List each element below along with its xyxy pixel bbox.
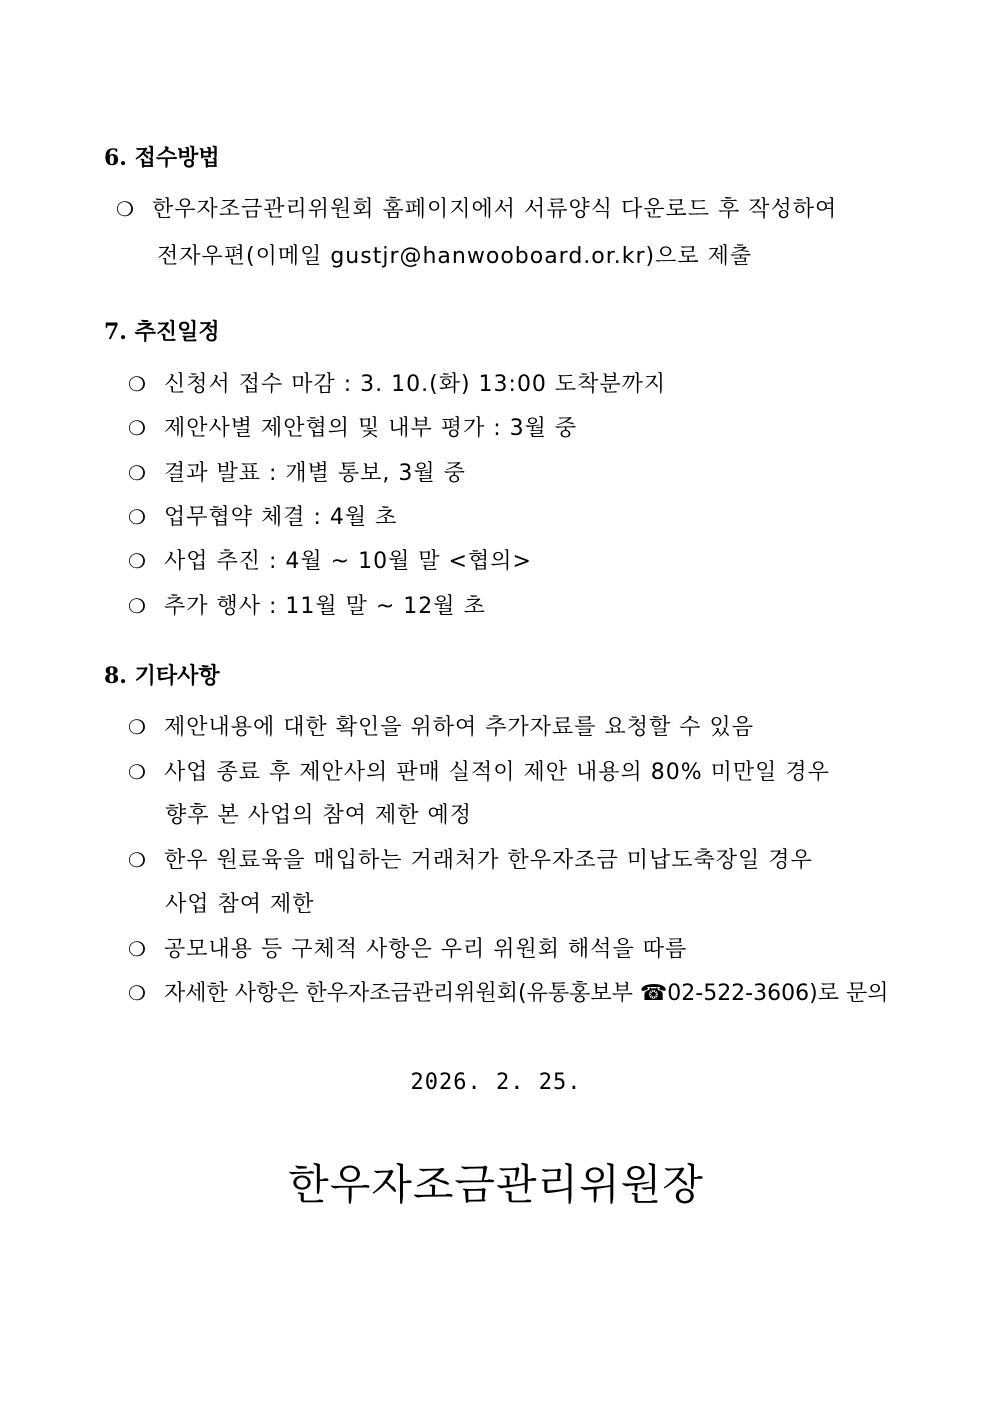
item-text: 공모내용 등 구체적 사항은 우리 위원회 해석을 따름 — [164, 937, 688, 962]
circle-bullet-icon: ❍ — [128, 981, 146, 1005]
list-item — [128, 848, 908, 873]
item-text: 결과 발표 : 개별 통보, 3월 중 — [164, 461, 466, 486]
item-text-continuation: 전자우편(이메일 gustjr@hanwooboard.or.kr)으로 제출 — [157, 244, 753, 269]
circle-bullet-icon: ❍ — [128, 505, 146, 529]
item-text-continuation: 사업 참여 제한 — [165, 892, 315, 917]
circle-bullet-icon: ❍ — [128, 937, 146, 961]
list-item — [128, 594, 908, 619]
circle-bullet-icon: ❍ — [128, 372, 146, 396]
list-item — [128, 461, 908, 486]
circle-bullet-icon: ❍ — [128, 594, 146, 618]
list-item — [128, 981, 908, 1006]
item-text: 사업 추진 : 4월 ~ 10월 말 <협의> — [164, 549, 532, 574]
list-item — [128, 549, 908, 574]
circle-bullet-icon: ❍ — [128, 461, 146, 485]
list-item — [128, 505, 908, 530]
list-item — [128, 715, 908, 740]
item-text: 사업 종료 후 제안사의 판매 실적이 제안 내용의 80% 미만일 경우 — [164, 760, 830, 785]
document-date: 2026. 2. 25. — [410, 1070, 582, 1095]
circle-bullet-icon: ❍ — [128, 715, 146, 739]
section-heading-8: 8. 기타사항 — [104, 663, 220, 689]
list-item — [128, 372, 908, 397]
circle-bullet-icon: ❍ — [128, 416, 146, 440]
list-item — [128, 416, 908, 441]
item-text: 업무협약 체결 : 4월 초 — [164, 505, 398, 530]
list-item — [116, 197, 896, 222]
circle-bullet-icon: ❍ — [128, 848, 146, 872]
item-text: 신청서 접수 마감 : 3. 10.(화) 13:00 도착분까지 — [164, 372, 667, 397]
item-text: 제안사별 제안협의 및 내부 평가 : 3월 중 — [164, 416, 578, 441]
circle-bullet-icon: ❍ — [128, 549, 146, 573]
item-text-continuation: 향후 본 사업의 참여 제한 예정 — [165, 803, 472, 828]
circle-bullet-icon: ❍ — [128, 760, 146, 784]
list-item — [128, 937, 908, 962]
circle-bullet-icon: ❍ — [116, 197, 134, 221]
item-text: 자세한 사항은 한우자조금관리위원회(유통홍보부 ☎02-522-3606)로 문의 — [164, 981, 889, 1006]
item-text: 제안내용에 대한 확인을 위하여 추가자료를 요청할 수 있음 — [164, 715, 755, 740]
list-item — [128, 760, 908, 785]
section-heading-6: 6. 접수방법 — [104, 145, 220, 171]
item-text: 추가 행사 : 11월 말 ~ 12월 초 — [164, 594, 486, 619]
issuer-signature: 한우자조금관리위원장 — [288, 1160, 704, 1209]
item-text: 한우자조금관리위원회 홈페이지에서 서류양식 다운로드 후 작성하여 — [152, 197, 838, 222]
section-heading-7: 7. 추진일정 — [104, 319, 220, 345]
item-text: 한우 원료육을 매입하는 거래처가 한우자조금 미납도축장일 경우 — [164, 848, 813, 873]
